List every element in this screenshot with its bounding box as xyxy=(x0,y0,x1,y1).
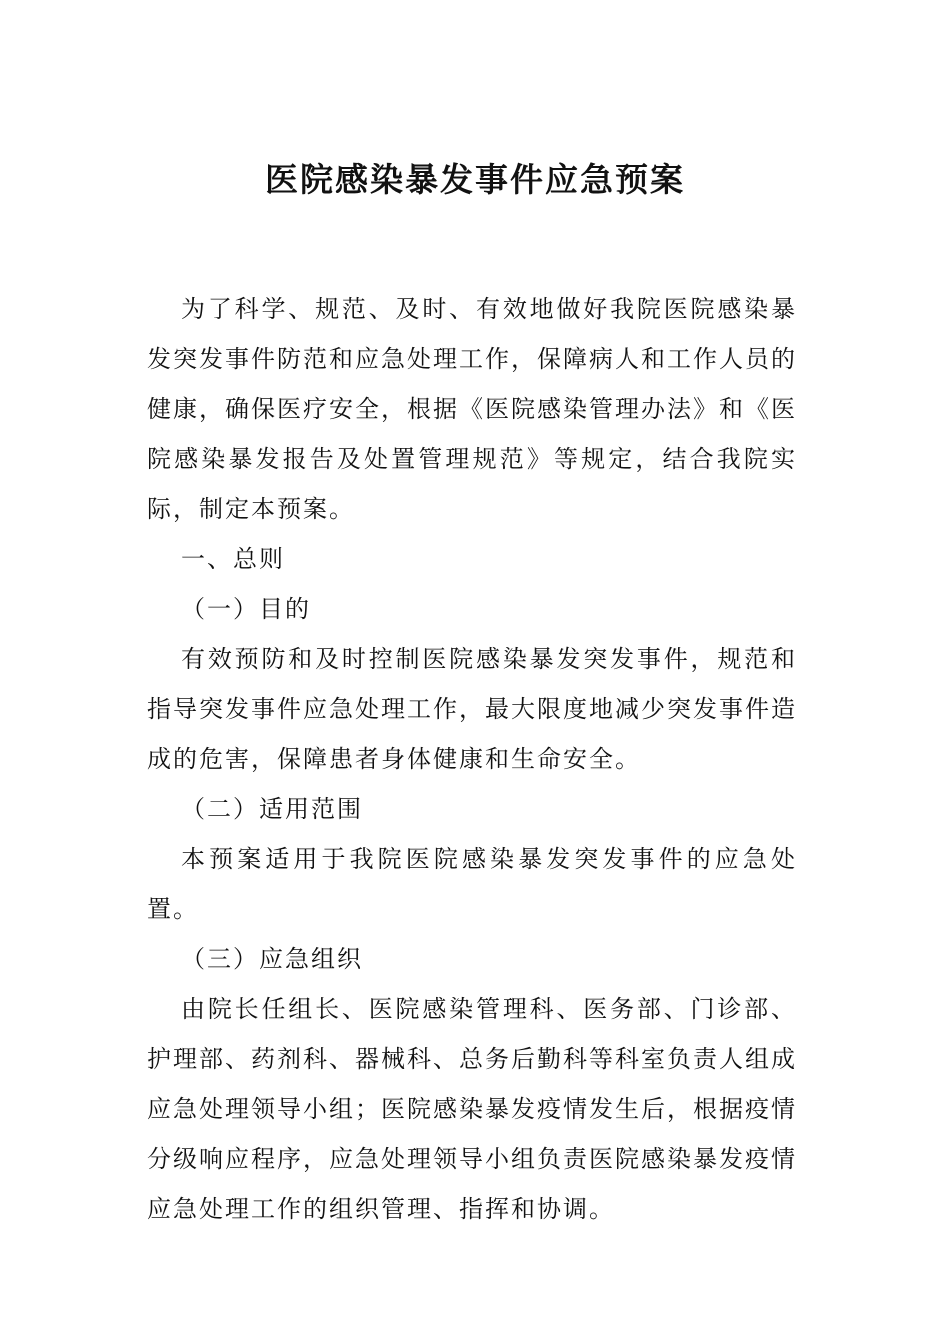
document-body xyxy=(147,284,797,1234)
document-title: 医院感染暴发事件应急预案 xyxy=(265,160,685,199)
section-heading-general: 一、总则 xyxy=(181,545,285,573)
purpose-paragraph: 有效预防和及时控制医院感染暴发突发事件，规范和指导突发事件应急处理工作，最大限度地减少突发事件造成的危害，保障患者身体健康和生命安全。 xyxy=(147,645,797,773)
subsection-heading-purpose: （一）目的 xyxy=(181,595,311,623)
scope-paragraph: 本预案适用于我院医院感染暴发突发事件的应急处置。 xyxy=(147,845,797,923)
subsection-heading-scope: （二）适用范围 xyxy=(181,795,363,823)
subsection-heading-organization: （三）应急组织 xyxy=(181,945,363,973)
organization-paragraph: 由院长任组长、医院感染管理科、医务部、门诊部、护理部、药剂科、器械科、总务后勤科等科室负责人组成应急处理领导小组；医院感染暴发疫情发生后，根据疫情分级响应程序，应急处理领导小组负责医院感染暴发疫情应急处理工作的组织管理、指挥和协调。 xyxy=(147,995,797,1223)
intro-paragraph: 为了科学、规范、及时、有效地做好我院医院感染暴发突发事件防范和应急处理工作，保障病人和工作人员的健康，确保医疗安全，根据《医院感染管理办法》和《医院感染暴发报告及处置管理规范》等规定，结合我院实际，制定本预案。 xyxy=(147,295,797,523)
